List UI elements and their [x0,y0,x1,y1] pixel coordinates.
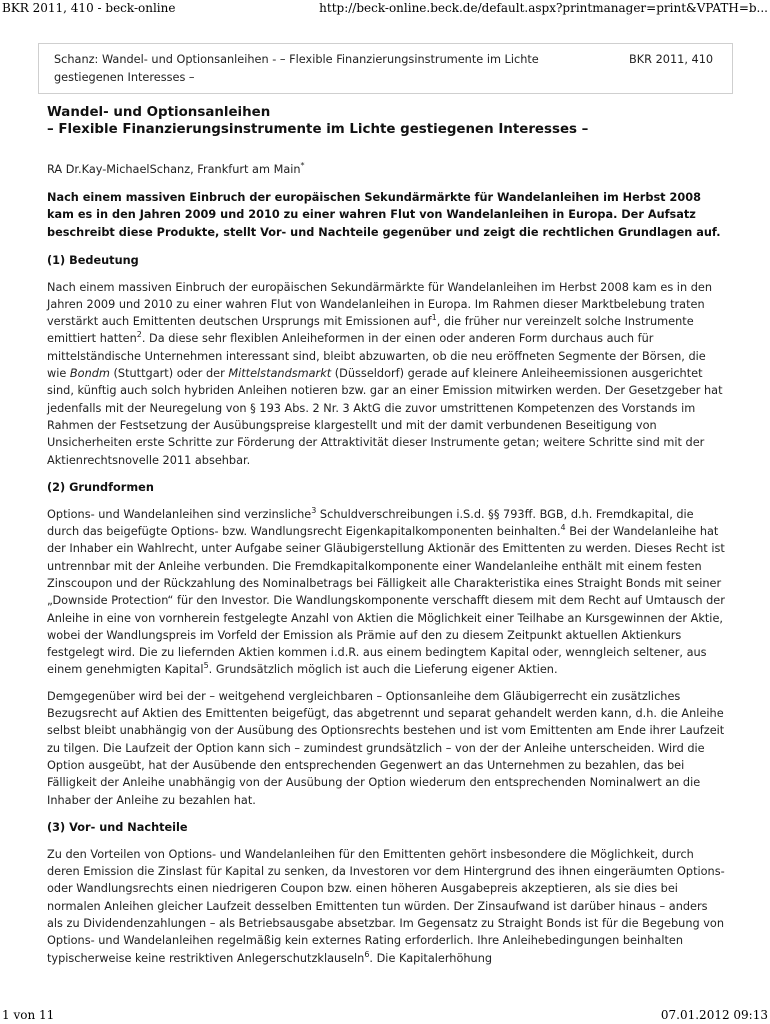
citation-title: Schanz: Wandel- und Optionsanleihen - – Flexible Finanzierungsinstrumente im Lichte gestiegenen Interesses – [54,53,539,84]
text-run: (Düsseldorf) gerade auf kleinere Anleiheemissionen ausgerichtet sind, künftig auch solch hybriden Anleihen notieren bzw. gar an einer Emission mitwirken werden. Der Gesetzgeber hat jedenfalls mit der Neuregelung von § 193 Abs. 2 Nr. 3 AktG die zuvor umstrittenen Kompetenzen des Vorstands im Rahmen der Festsetzung der Ausübungspreise klargestellt und mit der damit verbundenen Beseitigung von Unsicherheiten erste Schritte zur Förderung der Attraktivität dieser Instrumente getan; weitere Schritte sind mit der Aktienrechtsnovelle 2011 absehbar. [47,367,723,467]
footnote-ref-2[interactable]: 2 [136,330,142,340]
paragraph-vor-nachteile-1 [47,846,725,967]
article-abstract: Nach einem massiven Einbruch der europäischen Sekundärmärkte für Wandelanleihen im Herbst 2008 kam es in den Jahren 2009 und 2010 zu einer wahren Flut von Wandelanleihen in Europa. Der Aufsatz beschreibt diese Produkte, stellt Vor- und Nachteile gegenüber und zeigt die rechtlichen Grundlagen auf. [47,190,721,239]
article-title-line2: – Flexible Finanzierungsinstrumente im Lichte gestiegenen Interesses – [47,122,589,137]
section-heading-vor-nachteile: (3) Vor- und Nachteile [47,820,188,834]
footnote-ref-6[interactable]: 6 [364,949,370,959]
text-run: Zu den Vorteilen von Options- und Wandelanleihen für den Emittenten gehört insbesondere die Möglichkeit, durch deren Emission die Zinslast für Kapital zu senken, da Investoren vor dem Hintergrund des ihnen eingeräumten Options- oder Wandlungsrechts einen niedrigeren Coupon bzw. einen höheren Ausgabepreis akzeptieren, als sie dies bei normalen Anleihen gleicher Laufzeit desselben Emittenten tun würden. Der Zinsaufwand ist darüber hinaus – anders als zu Dividendenzahlungen – als Betriebsausgabe absetzbar. Im Gegensatz zu Straight Bonds ist für die Begebung von Options- und Wandelanleihen regelmäßig kein externes Rating erforderlich. Ihre Anleihebedingungen beinhalten typischerweise keine restriktiven Anlegerschutzklauseln [47,847,725,965]
text-run: . Grundsätzlich möglich ist auch die Lieferung eigener Aktien. [208,663,558,677]
text-run: , die früher nur vereinzelt solche Instrumente emittiert hatten [47,315,694,346]
text-run: Bei der Wandelanleihe hat der Inhaber ein Wahlrecht, unter Aufgabe seiner Gläubigerstellung Aktionär des Emittenten zu werden. Dieses Recht ist untrennbar mit der Anleihe verbunden. Die Fremdkapitalkomponente einer Wandelanleihe enthält mit einem festen Zinscoupon und der Rückzahlung des Nominalbetrags bei Fälligkeit alle Charakteristika eines Straight Bonds mit seiner „Downside Protection“ für den Investor. Die Wandlungskomponente verschafft diesem mit dem Recht auf Umtausch der Anleihe in eine von vornherein festgelegte Anzahl von Aktien die Möglichkeit einer Teilhabe an Kursgewinnen der Aktie, wobei der Wandlungspreis im Vorfeld der Emission als Prämie auf den zu diesem Zeitpunkt aktuellen Aktienkurs festgelegt wird. Die zu liefernden Aktien kommen i.d.R. aus einem bedingtem Kapital oder, wenngleich seltener, aus einem genehmigten Kapital [47,525,725,677]
page-counter: 1 von 11 [2,1008,55,1022]
article-title [47,104,725,138]
print-header-url: http://beck-online.beck.de/default.aspx?printmanager=print&VPATH=b... [319,1,768,15]
print-header [2,1,768,17]
article-content [47,104,725,967]
print-timestamp: 07.01.2012 09:13 [660,1008,768,1022]
section-heading-bedeutung: (1) Bedeutung [47,253,139,267]
footnote-ref-1[interactable]: 1 [431,313,437,323]
author-name: RA Dr.Kay-MichaelSchanz, Frankfurt am Main [47,162,301,176]
print-footer [2,1006,768,1022]
text-run: (Stuttgart) oder der [109,367,229,381]
citation-box [38,43,733,94]
print-header-title: BKR 2011, 410 - beck-online [2,1,176,15]
article-author [47,157,725,179]
footnote-ref-5[interactable]: 5 [203,661,209,671]
text-run: Nach einem massiven Einbruch der europäischen Sekundärmärkte für Wandelanleihen im Herbst 2008 kam es in den Jahren 2009 und 2010 zu einer wahren Flut von Wandelanleihen in Europa. Im Rahmen dieser Marktbelebung traten verstärkt auch Emittenten deutschen Ursprungs mit Emissionen auf [47,280,712,329]
paragraph-grundformen-2: Demgegenüber wird bei der – weitgehend vergleichbaren – Optionsanleihe dem Gläubigerrecht ein zusätzliches Bezugsrecht auf Aktien des Emittenten beigefügt, das abgetrennt und separat gehandelt werden kann, d.h. die Anleihe selbst bleibt unabhängig von der Ausübung des Optionsrechts bestehen und ist vom Emittenten am Ende ihrer Laufzeit zu tilgen. Die Laufzeit der Option kann sich – zumindest grundsätzlich – von der der Anleihe unterscheiden. Wird die Option ausgeübt, hat der Ausübende den entsprechenden Gegenwert an das Unternehmen zu bezahlen, das bei Fälligkeit der Anleihe unabhängig von der Ausübung der Option wiederum den entsprechenden Nominalwert an die Inhaber der Anleihe zu bezahlen hat. [47,689,725,807]
article-title-line1: Wandel- und Optionsanleihen [47,105,271,120]
footnote-ref-4[interactable]: 4 [560,523,566,533]
paragraph-grundformen-1 [47,506,725,679]
text-run: . Die Kapitalerhöhung [369,951,493,965]
text-run: . Da diese sehr flexiblen Anleiheformen in der einen oder anderen Form durchaus auch für mittelständische Unternehmen interessant sind, bleibt abzuwarten, ob die neu eröffneten Segmente der Börsen, die wie [47,332,706,381]
text-run: Options- und Wandelanleihen sind verzinsliche [47,507,312,521]
emphasis-bondm: Bondm [69,367,110,381]
citation-reference: BKR 2011, 410 [629,53,714,66]
section-heading-grundformen: (2) Grundformen [47,480,154,494]
footnote-ref-3[interactable]: 3 [311,506,317,516]
emphasis-mittelstandsmarkt: Mittelstandsmarkt [228,367,332,381]
text-run: Schuldverschreibungen i.S.d. §§ 793ff. BGB, d.h. Fremdkapital, die durch das beigefügte Options- bzw. Wandlungsrecht Eigenkapitalkomponenten beinhalten. [47,507,694,539]
author-footnote-marker[interactable]: * [300,161,305,170]
paragraph-bedeutung-1 [47,279,725,469]
